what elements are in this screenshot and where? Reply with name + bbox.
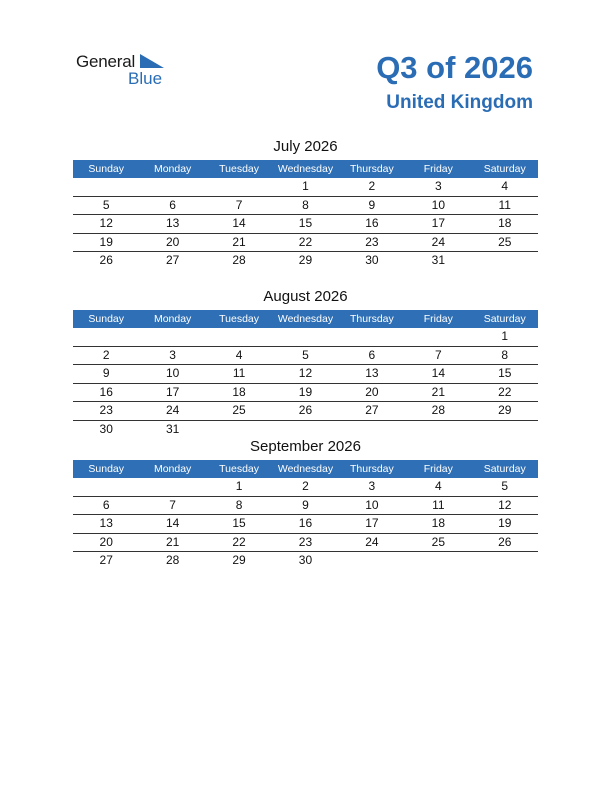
- day-cell: 4: [235, 347, 243, 362]
- day-cell: 23: [365, 234, 379, 249]
- day-cell: 6: [368, 347, 376, 362]
- weekday-label: Friday: [423, 463, 453, 475]
- day-cell: 26: [498, 534, 512, 549]
- day-cell: [339, 552, 405, 570]
- month-title: August 2026: [263, 288, 348, 305]
- weekday-label: Thursday: [350, 463, 394, 475]
- day-cell: [272, 328, 338, 346]
- week-row: [73, 328, 538, 347]
- day-cell: 13: [365, 366, 379, 380]
- day-cell: [405, 328, 471, 346]
- day-cell: 8: [501, 347, 509, 362]
- day-cell: 6: [102, 497, 110, 512]
- day-cell: 3: [368, 479, 376, 493]
- day-cell: 24: [431, 234, 445, 249]
- month-calendar: [73, 287, 538, 438]
- weekday-label: Thursday: [350, 313, 394, 325]
- day-cell: 28: [165, 553, 180, 567]
- day-cell: 1: [501, 329, 509, 343]
- page-subtitle: United Kingdom: [386, 92, 533, 113]
- week-row: [73, 515, 538, 534]
- week-row: [73, 197, 538, 216]
- logo-triangle-icon: [140, 54, 164, 68]
- weekday-label: Saturday: [483, 313, 526, 325]
- week-row: [73, 365, 538, 384]
- weekday-header: [73, 160, 538, 178]
- day-cell: [339, 421, 405, 439]
- day-cell: 16: [298, 516, 313, 530]
- day-cell: [139, 478, 205, 496]
- day-cell: [472, 421, 538, 439]
- weekday-label: Monday: [153, 463, 192, 475]
- day-cell: 29: [498, 403, 512, 417]
- day-cell: 9: [102, 366, 110, 380]
- day-cell: 2: [102, 347, 110, 362]
- day-cell: 20: [99, 534, 113, 549]
- day-cell: 30: [365, 253, 379, 267]
- day-cell: 24: [365, 534, 379, 549]
- weekday-label: Monday: [153, 313, 192, 325]
- day-cell: 22: [498, 384, 512, 399]
- week-row: [73, 178, 538, 197]
- weekday-label: Tuesday: [219, 463, 259, 475]
- weekday-label: Tuesday: [219, 313, 259, 325]
- day-cell: 5: [501, 479, 509, 493]
- weekday-label: Thursday: [350, 163, 394, 175]
- week-row: [73, 384, 538, 403]
- day-cell: 30: [99, 421, 113, 436]
- day-cell: 4: [434, 479, 442, 493]
- day-cell: 15: [498, 366, 512, 380]
- day-cell: 21: [165, 534, 180, 549]
- weekday-label: Saturday: [483, 163, 526, 175]
- day-cell: 3: [169, 347, 176, 362]
- day-cell: 14: [165, 516, 180, 530]
- day-cell: 13: [99, 516, 113, 530]
- day-cell: 18: [431, 516, 445, 530]
- weekday-label: Sunday: [88, 163, 125, 175]
- day-cell: 12: [498, 497, 512, 512]
- day-cell: 18: [232, 384, 246, 399]
- week-row: [73, 234, 538, 253]
- day-cell: 28: [232, 253, 246, 267]
- day-cell: 16: [365, 216, 379, 230]
- day-cell: 19: [99, 234, 113, 249]
- day-cell: 17: [431, 216, 445, 230]
- day-cell: 1: [302, 179, 309, 193]
- week-row: [73, 402, 538, 421]
- weekday-label: Friday: [423, 313, 453, 325]
- day-cell: 14: [431, 366, 445, 380]
- day-cell: 17: [365, 516, 379, 530]
- day-cell: [272, 421, 338, 439]
- day-cell: 4: [501, 179, 509, 193]
- page-title: Q3 of 2026: [376, 50, 533, 85]
- day-cell: 15: [232, 516, 246, 530]
- week-row: [73, 421, 538, 439]
- day-cell: 31: [165, 421, 180, 436]
- day-cell: 11: [432, 497, 445, 512]
- day-cell: 13: [165, 216, 180, 230]
- day-cell: 27: [99, 553, 113, 567]
- weekday-label: Tuesday: [219, 163, 259, 175]
- weekday-header: [73, 310, 538, 328]
- weekday-label: Sunday: [88, 463, 125, 475]
- day-cell: [73, 328, 139, 346]
- day-cell: 27: [165, 253, 180, 267]
- day-cell: 11: [232, 366, 246, 380]
- day-cell: 16: [99, 384, 113, 399]
- weekday-label: Sunday: [88, 313, 125, 325]
- month-calendar: [73, 437, 538, 570]
- day-cell: 21: [232, 234, 246, 249]
- week-row: [73, 252, 538, 270]
- day-cell: 6: [169, 197, 176, 212]
- day-cell: 19: [298, 384, 313, 399]
- day-cell: 28: [431, 403, 445, 417]
- day-cell: 12: [298, 366, 313, 380]
- week-row: [73, 497, 538, 516]
- day-cell: [405, 552, 471, 570]
- generalblue-logo: [76, 52, 186, 92]
- day-cell: 15: [298, 216, 313, 230]
- day-cell: 25: [431, 534, 445, 549]
- day-cell: [339, 328, 405, 346]
- day-cell: 2: [368, 179, 376, 193]
- week-row: [73, 552, 538, 570]
- day-cell: 9: [302, 497, 309, 512]
- day-cell: 9: [368, 197, 376, 212]
- day-cell: 10: [365, 497, 379, 512]
- weekday-label: Monday: [153, 163, 192, 175]
- weekday-label: Wednesday: [277, 313, 334, 325]
- day-cell: [472, 252, 538, 270]
- day-cell: 8: [302, 197, 309, 212]
- weekday-header: [73, 460, 538, 478]
- day-cell: 31: [431, 253, 445, 267]
- day-cell: 7: [235, 197, 243, 212]
- day-cell: 2: [302, 479, 309, 493]
- day-cell: 10: [431, 197, 445, 212]
- day-cell: 17: [165, 384, 180, 399]
- logo-word-general: General: [76, 52, 136, 71]
- week-row: [73, 347, 538, 366]
- day-cell: 8: [235, 497, 243, 512]
- day-cell: [206, 421, 272, 439]
- day-cell: 20: [365, 384, 379, 399]
- day-cell: 22: [232, 534, 246, 549]
- month-calendar: [73, 137, 538, 270]
- weekday-label: Friday: [423, 163, 453, 175]
- day-cell: 25: [498, 234, 512, 249]
- weekday-label: Wednesday: [277, 163, 334, 175]
- month-title: September 2026: [250, 438, 361, 455]
- day-cell: 12: [99, 216, 113, 230]
- weekday-label: Wednesday: [277, 463, 334, 475]
- week-row: [73, 534, 538, 553]
- day-cell: [206, 178, 272, 196]
- day-cell: 3: [434, 179, 442, 193]
- day-cell: 7: [434, 347, 442, 362]
- day-cell: [206, 328, 272, 346]
- day-cell: 29: [298, 253, 313, 267]
- month-title: July 2026: [273, 138, 338, 155]
- day-cell: [405, 421, 471, 439]
- day-cell: 25: [232, 403, 246, 417]
- day-cell: 19: [498, 516, 512, 530]
- day-cell: 22: [298, 234, 313, 249]
- day-cell: 7: [169, 497, 176, 512]
- day-cell: 5: [102, 197, 110, 212]
- week-row: [73, 215, 538, 234]
- weekday-label: Saturday: [483, 463, 526, 475]
- day-cell: 23: [298, 534, 313, 549]
- day-cell: 30: [298, 553, 313, 567]
- day-cell: 29: [232, 553, 246, 567]
- day-cell: 24: [165, 403, 180, 417]
- day-cell: 11: [498, 197, 511, 212]
- day-cell: [73, 478, 139, 496]
- day-cell: 27: [365, 403, 379, 417]
- day-cell: [472, 552, 538, 570]
- logo-word-blue: Blue: [128, 69, 163, 88]
- week-row: [73, 478, 538, 497]
- day-cell: 23: [99, 403, 113, 417]
- day-cell: 14: [232, 216, 246, 230]
- day-cell: 21: [431, 384, 445, 399]
- day-cell: 18: [498, 216, 512, 230]
- day-cell: 26: [298, 403, 313, 417]
- day-cell: [139, 328, 205, 346]
- day-cell: 26: [99, 253, 113, 267]
- day-cell: 1: [235, 479, 243, 493]
- day-cell: [139, 178, 205, 196]
- day-cell: 5: [302, 347, 309, 362]
- day-cell: 10: [165, 366, 180, 380]
- day-cell: 20: [165, 234, 180, 249]
- day-cell: [73, 178, 139, 196]
